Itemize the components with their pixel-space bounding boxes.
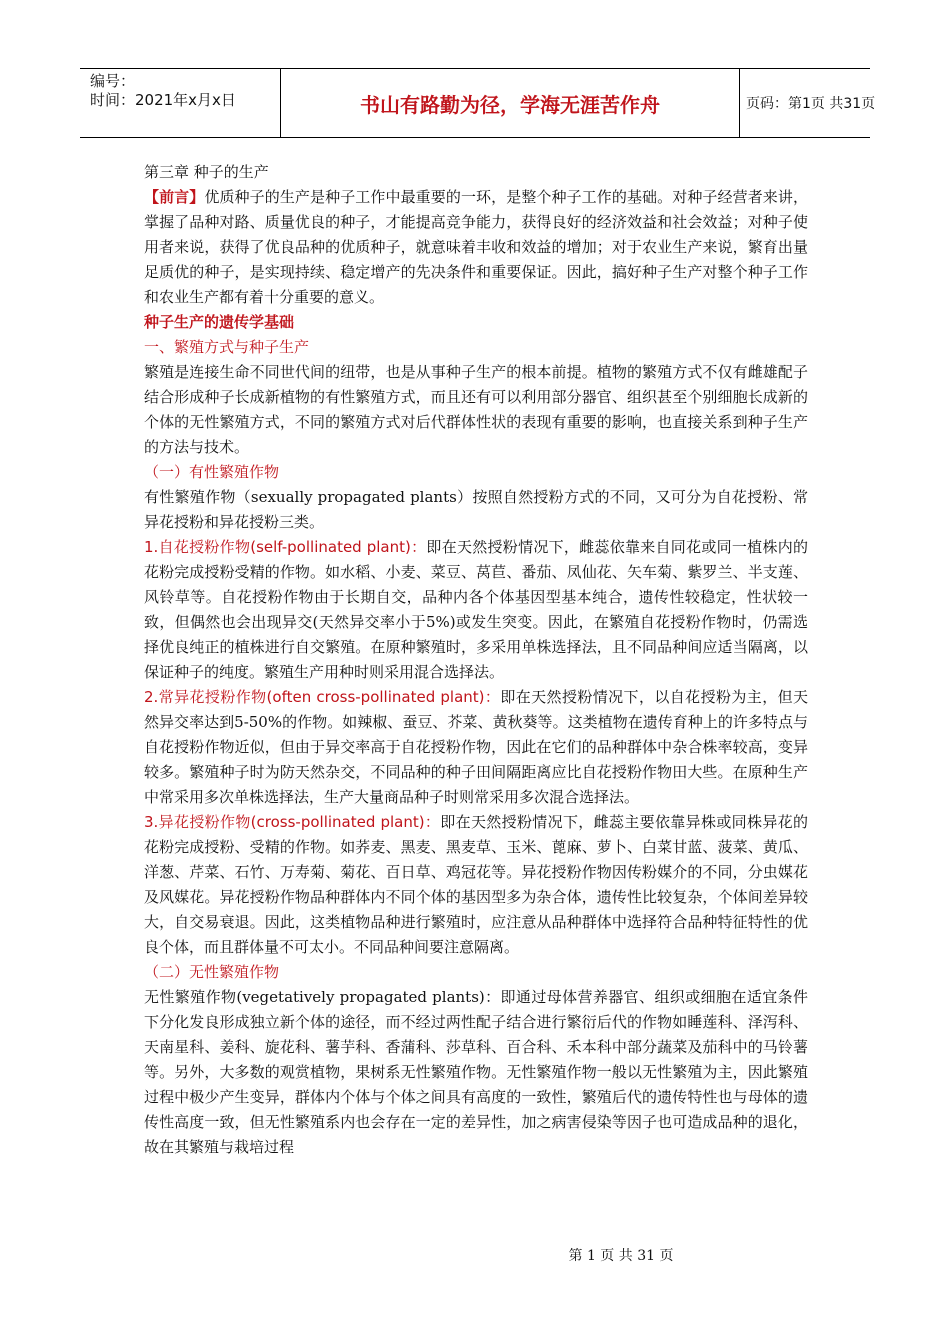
document-date: 时间：2021年x月x日: [90, 91, 236, 109]
item-self-pollinated-text: 即在天然授粉情况下，雌蕊依靠来自同花或同一植株内的花粉完成授粉受精的作物。如水稻、小麦、菜豆、莴苣、番茄、凤仙花、矢车菊、紫罗兰、半支莲、风铃草等。自花授粉作物由于长期自交，品种内各个体基因型基本纯合，遗传性较稳定，性状较一致，但偶然也会出现异交(天然异交率小于5%)或发生突变。因此，在繁殖自花授粉作物时，仍需选择优良纯正的植株进行自交繁殖。在原种繁殖时，多采用单株选择法，且不同品种间应适当隔离，以保证种子的纯度。繁殖生产用种时则采用混合选择法。: [144, 538, 808, 681]
preface-paragraph: [144, 185, 808, 310]
subheading-sexual: （一）有性繁殖作物: [144, 463, 280, 481]
paragraph-sexual: 有性繁殖作物（sexually propagated plants）按照自然授粉方式的不同，又可分为自花授粉、常异花授粉和异花授粉三类。: [144, 488, 808, 531]
preface-text: 优质种子的生产是种子工作中最重要的一环，是整个种子工作的基础。对种子经营者来讲，掌握了品种对路、质量优良的种子，才能提高竞争能力，获得良好的经济效益和社会效益；对种子使用者来说，获得了优良品种的优质种子，就意味着丰收和效益的增加；对于农业生产来说，繁育出量足质优的种子，是实现持续、稳定增产的先决条件和重要保证。因此，搞好种子生产对整个种子工作和农业生产都有着十分重要的意义。: [144, 188, 808, 306]
item-self-pollinated-label: 1.自花授粉作物(self-pollinated plant)：: [144, 538, 427, 556]
footer-page-number: 第 1 页 共 31 页: [568, 1248, 674, 1264]
subheading-asexual: （二）无性繁殖作物: [144, 963, 280, 981]
document-number: 编号：: [90, 72, 136, 90]
document-body: [144, 160, 808, 1160]
header-page-info: 页码：第1页 共31页: [746, 96, 876, 112]
item-cross-pollinated-label: 3.异花授粉作物(cross-pollinated plant)：: [144, 813, 441, 831]
paragraph-reproduction: 繁殖是连接生命不同世代间的纽带，也是从事种子生产的根本前提。植物的繁殖方式不仅有雌雄配子结合形成种子长成新植物的有性繁殖方式，而且还有可以利用部分器官、组织甚至个别细胞长成新的个体的无性繁殖方式，不同的繁殖方式对后代群体性状的表现有重要的影响，也直接关系到种子生产的方法与技术。: [144, 363, 808, 456]
page-footer: [0, 1245, 950, 1265]
header-meta: [80, 69, 280, 137]
section-title: 种子生产的遗传学基础: [144, 313, 295, 331]
paragraph-asexual: 无性繁殖作物(vegetatively propagated plants)：即通过母体营养器官、组织或细胞在适宜条件下分化发良形成独立新个体的途径，而不经过两性配子结合进行繁衍后代的作物如睡莲科、泽泻科、天南星科、姜科、旋花科、薯芋科、香蒲科、莎草科、百合科、禾本科中部分蔬菜及茄科中的马铃薯等。另外，大多数的观赏植物，果树系无性繁殖作物。无性繁殖作物一般以无性繁殖为主，因此繁殖过程中极少产生变异，群体内个体与个体之间具有高度的一致性，繁殖后代的遗传特性也与母体的遗传性高度一致，但无性繁殖系内也会存在一定的差异性，加之病害侵染等因子也可造成品种的退化，故在其繁殖与栽培过程: [144, 988, 808, 1156]
item-often-cross-text: 即在天然授粉情况下，以自花授粉为主，但天然异交率达到5-50%的作物。如辣椒、蚕豆、芥菜、黄秋葵等。这类植物在遗传育种上的许多特点与自花授粉作物近似，但由于异交率高于自花授粉作物，因此在它们的品种群体中杂合株率较高，变异较多。繁殖种子时为防天然杂交，不同品种的种子田间隔距离应比自花授粉作物田大些。在原种生产中常采用多次单株选择法，生产大量商品种子时则常采用多次混合选择法。: [144, 688, 809, 806]
item-self-pollinated: [144, 535, 808, 685]
chapter-title: 第三章 种子的生产: [144, 163, 269, 181]
subsection-title: 一、繁殖方式与种子生产: [144, 338, 310, 356]
item-often-cross: [144, 685, 808, 810]
page-header: [80, 68, 876, 138]
item-cross-pollinated: [144, 810, 808, 960]
header-motto: 书山有路勤为径，学海无涯苦作舟: [280, 69, 740, 137]
item-often-cross-label: 2.常异花授粉作物(often cross-pollinated plant)：: [144, 688, 501, 706]
preface-label: 【前言】: [144, 188, 205, 206]
item-cross-pollinated-text: 即在天然授粉情况下，雌蕊主要依靠异株或同株异花的花粉完成授粉、受精的作物。如荞麦、黑麦、黑麦草、玉米、蓖麻、萝卜、白菜甘蓝、菠菜、黄瓜、洋葱、芹菜、石竹、万寿菊、菊花、百日草、鸡冠花等。异花授粉作物因传粉媒介的不同，分虫媒花及风媒花。异花授粉作物品种群体内不同个体的基因型多为杂合体，遗传性比较复杂，个体间差异较大，自交易衰退。因此，这类植物品种进行繁殖时，应注意从品种群体中选择符合品种特征特性的优良个体，而且群体量不可太小。不同品种间要注意隔离。: [144, 813, 809, 956]
